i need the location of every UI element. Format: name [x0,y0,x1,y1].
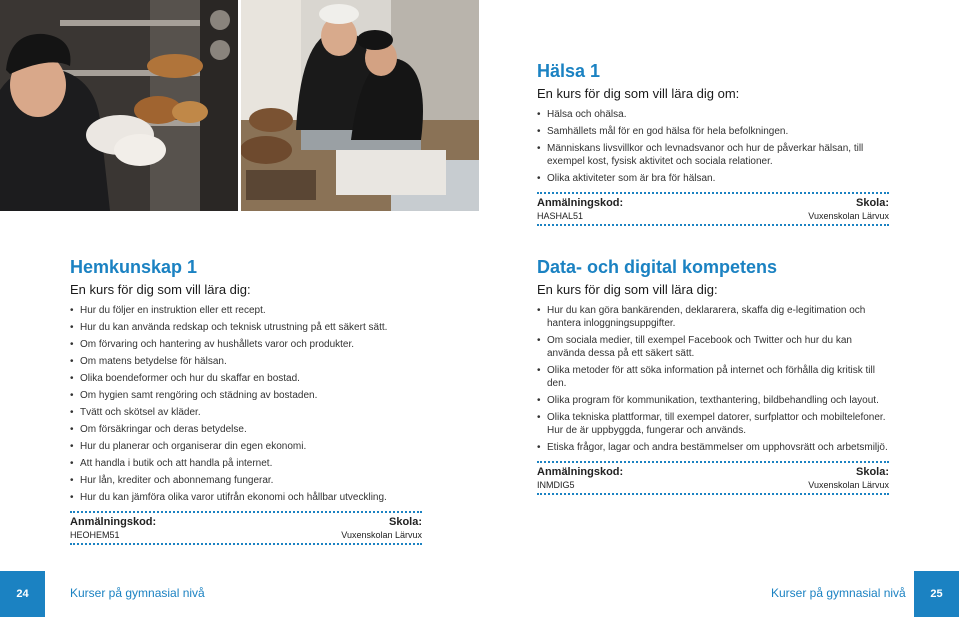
list-item: • Hur du kan jämföra olika varor utifrån ekonomi och hållbar utveckling. [70,491,422,504]
registration-code-label: Anmälningskod: [537,466,624,478]
school-label: Skola: [855,197,889,209]
course-item-list [537,304,889,454]
registration-info [70,513,422,543]
list-item: • Om matens betydelse för hälsan. [70,355,422,368]
photo-baker-oven [0,0,238,211]
list-item: • Tvätt och skötsel av kläder. [70,406,422,419]
course-subtitle: En kurs för dig som vill lära dig om: [537,86,740,101]
list-item: • Att handla i butik och att handla på internet. [70,457,422,470]
page-number-right: 25 [914,571,959,617]
course-hemkunskap [70,256,422,545]
course-digital-kompetens [537,256,889,495]
list-item: • Hur du följer en instruktion eller ett recept. [70,304,422,317]
divider [70,543,422,545]
footer-label-left: Kurser på gymnasial nivå [70,586,205,600]
list-item: • Olika program för kommunikation, texthantering, bildbehandling och layout. [537,394,889,407]
registration-info [537,194,889,224]
list-item: • Hur lån, krediter och abonnemang fungerar. [70,474,422,487]
school-label: Skola: [388,516,422,528]
list-item: • Om sociala medier, till exempel Facebook och Twitter och hur du kan använda dessa på ett säkert sätt. [537,334,889,360]
course-title: Hemkunskap 1 [70,257,198,277]
list-item: • Hur du planerar och organiserar din egen ekonomi. [70,440,422,453]
course-halsa [537,60,889,226]
divider [537,224,889,226]
course-item-list [537,108,889,185]
registration-code: HEOHEM51 [70,530,120,540]
school-name: Vuxenskolan Lärvux [808,480,889,490]
divider [537,493,889,495]
registration-code: HASHAL51 [537,211,584,221]
list-item: • Olika boendeformer och hur du skaffar en bostad. [70,372,422,385]
course-item-list [70,304,422,504]
registration-code-label: Anmälningskod: [70,516,157,528]
school-label: Skola: [855,466,889,478]
list-item: • Om förvaring och hantering av hushållets varor och produkter. [70,338,422,351]
list-item: • Människans livsvillkor och levnadsvanor och hur de påverkar hälsan, till exempel kost, fysisk aktivitet och sociala relationer. [537,142,889,168]
course-title: Hälsa 1 [537,61,601,81]
list-item: • Etiska frågor, lagar och andra bestämmelser om upphovsrätt och arbetsmiljö. [537,441,889,454]
registration-code: INMDIG5 [537,480,575,490]
list-item: • Samhällets mål för en god hälsa för hela befolkningen. [537,125,889,138]
school-name: Vuxenskolan Lärvux [341,530,422,540]
course-subtitle: En kurs för dig som vill lära dig: [537,282,718,297]
list-item: • Om försäkringar och deras betydelse. [70,423,422,436]
list-item: • Olika metoder för att söka information på internet och förhålla dig kritisk till den. [537,364,889,390]
list-item: • Hälsa och ohälsa. [537,108,889,121]
page-number-left: 24 [0,571,45,617]
course-title: Data- och digital kompetens [537,257,778,277]
list-item: • Om hygien samt rengöring och städning av bostaden. [70,389,422,402]
list-item: • Olika aktiviteter som är bra för hälsan. [537,172,889,185]
photo-kitchen-cooks [241,0,479,211]
footer-label-right: Kurser på gymnasial nivå [771,586,906,600]
registration-info [537,463,889,493]
list-item: • Hur du kan använda redskap och teknisk utrustning på ett säkert sätt. [70,321,422,334]
school-name: Vuxenskolan Lärvux [808,211,889,221]
list-item: • Hur du kan göra bankärenden, deklararera, skaffa dig e-legitimation och hantera inloggningsuppgifter. [537,304,889,330]
course-subtitle: En kurs för dig som vill lära dig: [70,282,251,297]
list-item: • Olika tekniska plattformar, till exempel datorer, surfplattor och mobiltelefoner. Hur de är uppbyggda, fungerar och används. [537,411,889,437]
registration-code-label: Anmälningskod: [537,197,624,209]
